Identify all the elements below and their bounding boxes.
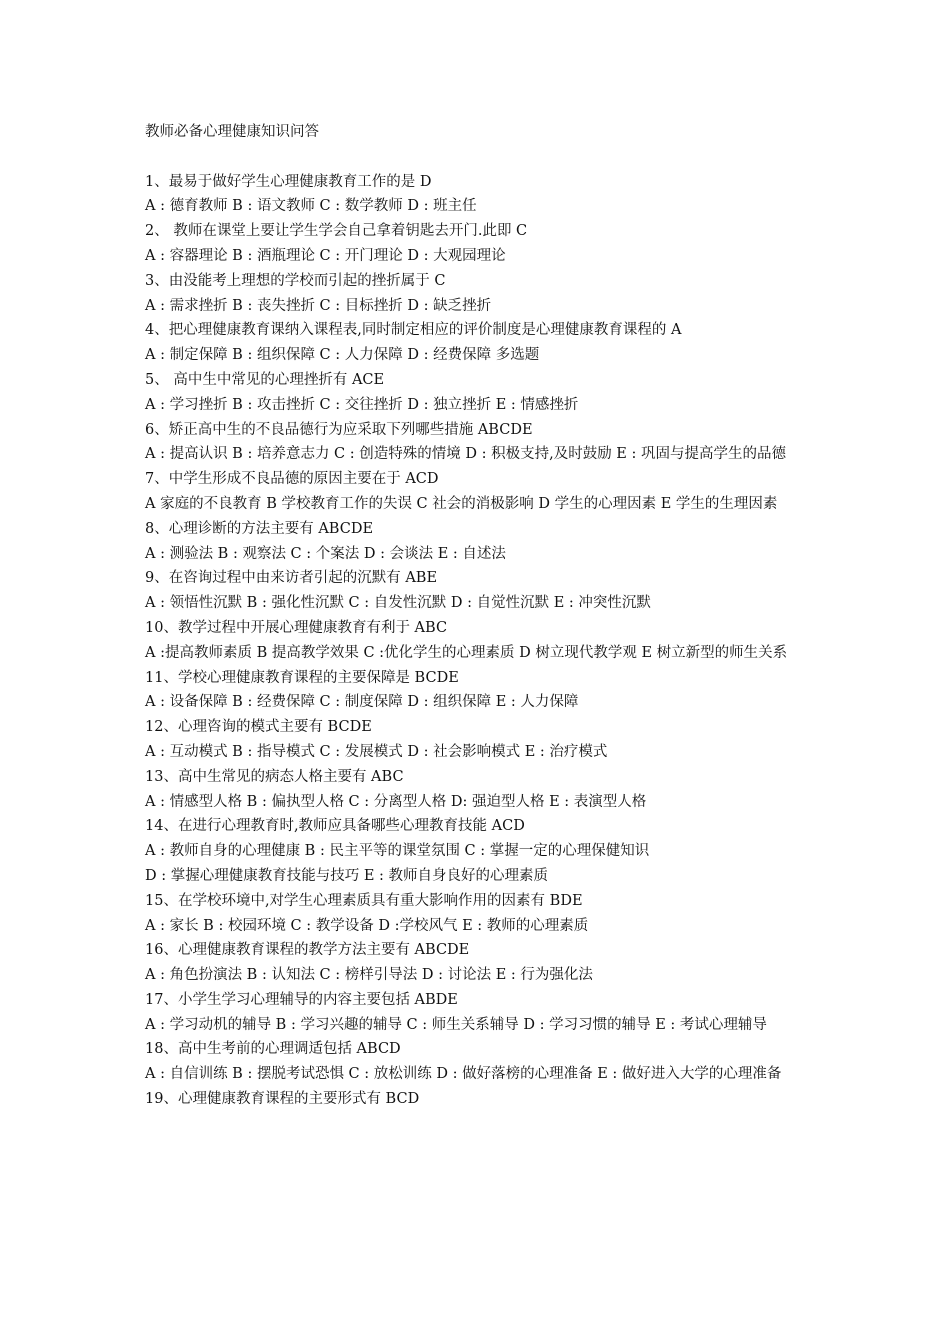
question-text: 1、最易于做好学生心理健康教育工作的是 D <box>145 173 432 190</box>
answer-options: A : 领悟性沉默 B : 强化性沉默 C : 自发性沉默 D : 自觉性沉默 E : 冲突性沉默 <box>145 595 651 612</box>
document-title: 教师必备心理健康知识问答 <box>145 124 319 140</box>
question-text: 9、在咨询过程中由来访者引起的沉默有 ABE <box>145 570 438 587</box>
question-text: 19、心理健康教育课程的主要形式有 BCD <box>145 1091 420 1108</box>
question-text: 2、 教师在课堂上要让学生学会自己拿着钥匙去开门.此即 C <box>145 223 528 240</box>
answer-options: A : 设备保障 B : 经费保障 C : 制度保障 D : 组织保障 E : 人力保障 <box>145 694 579 711</box>
question-text: 18、高中生考前的心理调适包括 ABCD <box>145 1041 401 1058</box>
question-text: 11、学校心理健康教育课程的主要保障是 BCDE <box>145 669 459 686</box>
question-text: 16、心理健康教育课程的教学方法主要有 ABCDE <box>145 942 470 959</box>
answer-options: A : 德育教师 B : 语文教师 C : 数学教师 D : 班主任 <box>145 198 477 215</box>
question-text: 10、教学过程中开展心理健康教育有利于 ABC <box>145 619 448 636</box>
answer-options: A : 角色扮演法 B : 认知法 C : 榜样引导法 D : 讨论法 E : 行为强化法 <box>145 967 593 984</box>
question-text: 5、 高中生中常见的心理挫折有 ACE <box>145 371 385 388</box>
question-text: 13、高中生常见的病态人格主要有 ABC <box>145 768 404 785</box>
document-page <box>145 120 810 1112</box>
question-text: 17、小学生学习心理辅导的内容主要包括 ABDE <box>145 991 458 1008</box>
answer-options: A 家庭的不良教育 B 学校教育工作的失误 C 社会的消极影响 D 学生的心理因素 E 学生的生理因素 <box>145 495 778 512</box>
question-list <box>145 170 810 1112</box>
question-text: 4、把心理健康教育课纳入课程表,同时制定相应的评价制度是心理健康教育课程的 A <box>145 322 682 339</box>
answer-options: A : 自信训练 B : 摆脱考试恐惧 C : 放松训练 D : 做好落榜的心理准备 E : 做好进入大学的心理准备 <box>145 1066 782 1083</box>
question-text: 7、中学生形成不良品德的原因主要在于 ACD <box>145 471 439 488</box>
answer-options: A : 教师自身的心理健康 B : 民主平等的课堂氛围 C : 掌握一定的心理保健知识 <box>145 843 650 860</box>
question-text: 14、在进行心理教育时,教师应具备哪些心理教育技能 ACD <box>145 818 525 835</box>
question-text: 6、矫正高中生的不良品德行为应采取下列哪些措施 ABCDE <box>145 421 533 438</box>
question-text: 15、在学校环境中,对学生心理素质具有重大影响作用的因素有 BDE <box>145 892 583 909</box>
answer-options: A : 学习挫折 B : 攻击挫折 C : 交往挫折 D : 独立挫折 E : 情感挫折 <box>145 396 579 413</box>
answer-options: A : 互动模式 B : 指导模式 C : 发展模式 D : 社会影响模式 E : 治疗模式 <box>145 743 608 760</box>
answer-options: A : 测验法 B : 观察法 C : 个案法 D : 会谈法 E : 自述法 <box>145 545 506 562</box>
answer-options: A : 需求挫折 B : 丧失挫折 C : 目标挫折 D : 缺乏挫折 <box>145 297 492 314</box>
answer-options: A : 制定保障 B : 组织保障 C : 人力保障 D : 经费保障 多选题 <box>145 347 540 364</box>
question-text: 8、心理诊断的方法主要有 ABCDE <box>145 520 374 537</box>
answer-options: A : 学习动机的辅导 B : 学习兴趣的辅导 C : 师生关系辅导 D : 学习习惯的辅导 E : 考试心理辅导 <box>145 1016 767 1033</box>
answer-options: A : 提高认识 B : 培养意志力 C : 创造特殊的情境 D : 积极支持,及时鼓励 E : 巩固与提高学生的品德 <box>145 446 786 463</box>
question-text: 3、由没能考上理想的学校而引起的挫折属于 C <box>145 272 446 289</box>
question-text: 12、心理咨询的模式主要有 BCDE <box>145 719 372 736</box>
answer-options: A : 家长 B : 校园环境 C : 教学设备 D :学校风气 E : 教师的心理素质 <box>145 917 589 934</box>
answer-options: A : 情感型人格 B : 偏执型人格 C : 分离型人格 D: 强迫型人格 E : 表演型人格 <box>145 793 647 810</box>
answer-options: D : 掌握心理健康教育技能与技巧 E : 教师自身良好的心理素质 <box>145 867 549 884</box>
answer-options: A : 容器理论 B : 酒瓶理论 C : 开门理论 D : 大观园理论 <box>145 247 506 264</box>
answer-options: A :提高教师素质 B 提高教学效果 C :优化学生的心理素质 D 树立现代教学观 E 树立新型的师生关系 <box>145 644 788 661</box>
